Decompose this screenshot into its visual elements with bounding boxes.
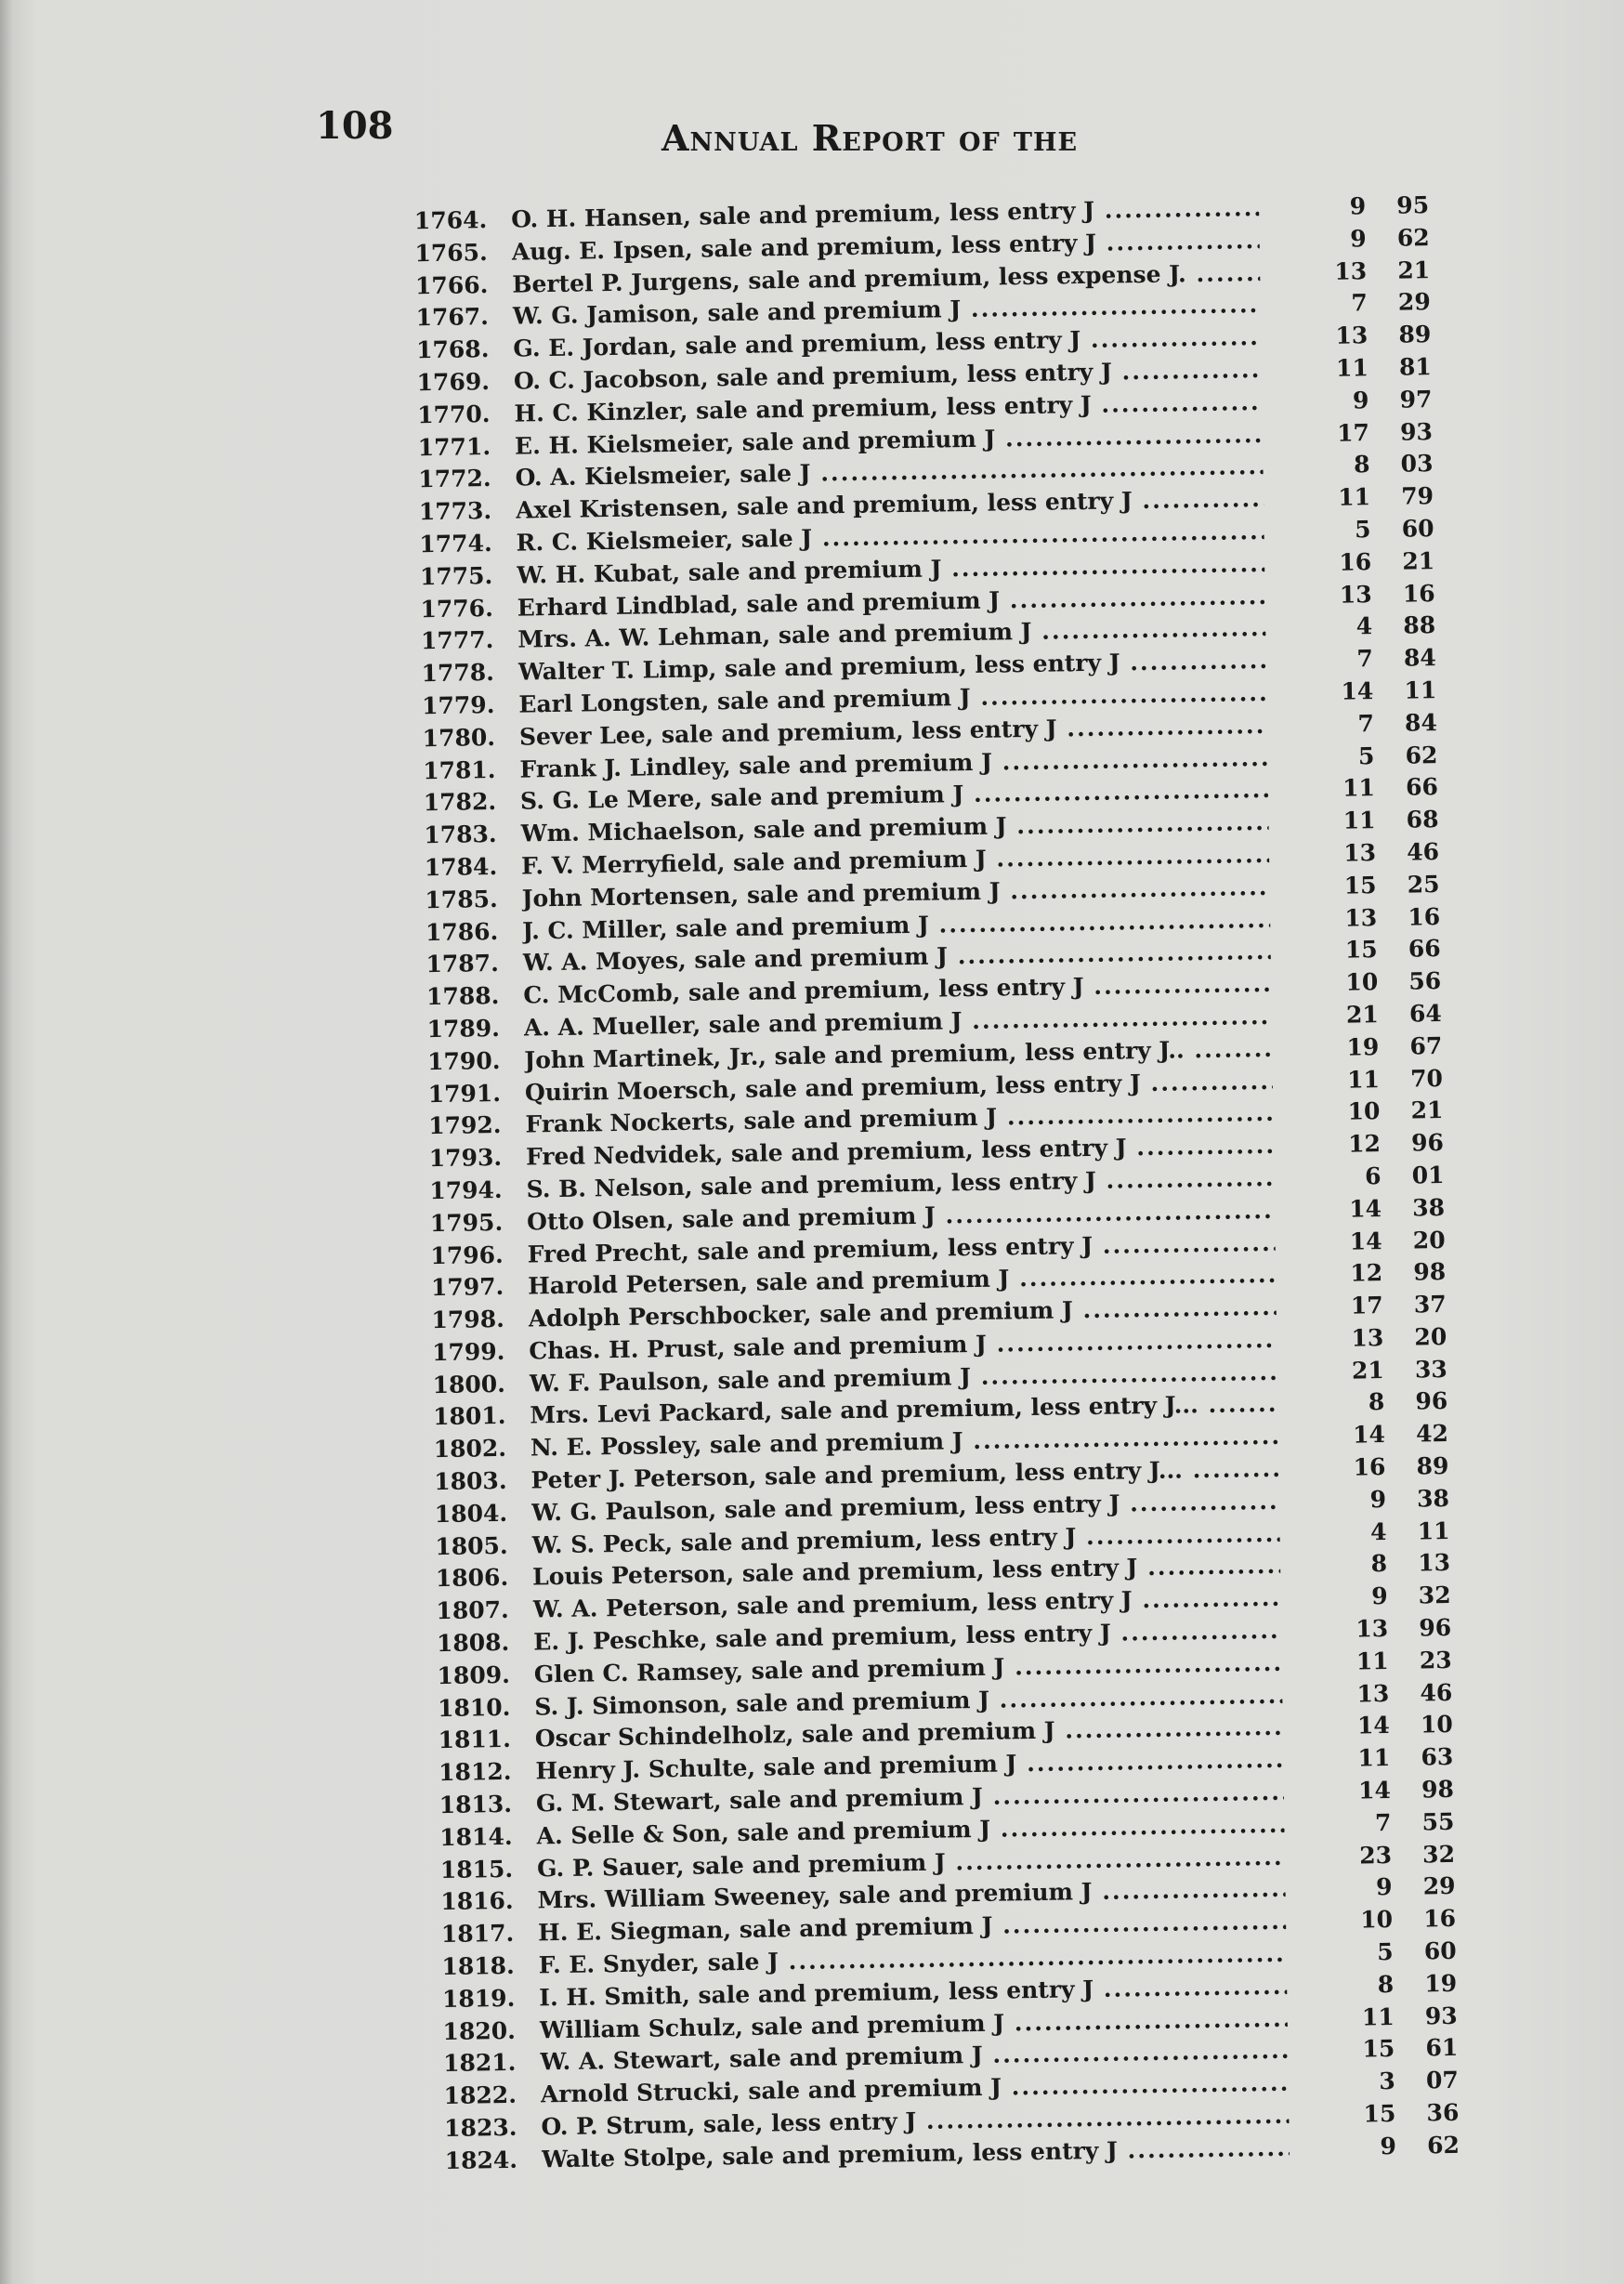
entry-cents: 19 <box>1424 1969 1458 1998</box>
entry-dollars: 3 <box>1379 2067 1396 2095</box>
entry-number: 1808. <box>436 1628 510 1658</box>
entry-cents: 66 <box>1405 773 1439 801</box>
entry-description: O. P. Strum, sale, less entry J ..... <box>541 2102 1289 2141</box>
entry-description: Peter J. Peterson, sale and premium, less entry J... ..... <box>530 1455 1278 1494</box>
entry-number: 1820. <box>442 2016 517 2045</box>
entry-number: 1774. <box>419 529 492 558</box>
entry-description: Axel Kristensen, sale and premium, less entry J ..... <box>516 485 1264 524</box>
entry-dollars: 15 <box>1344 936 1378 964</box>
entry-cents: 03 <box>1400 450 1434 479</box>
entry-cents: 46 <box>1420 1678 1453 1707</box>
entry-number: 1797. <box>430 1273 504 1302</box>
entry-number: 1792. <box>428 1111 502 1140</box>
entry-number: 1786. <box>425 917 499 946</box>
entry-dollars: 7 <box>1357 709 1375 738</box>
entry-cents: 62 <box>1396 223 1430 252</box>
entry-dollars: 11 <box>1342 774 1376 803</box>
entry-dollars: 15 <box>1362 2035 1395 2063</box>
entry-cents: 42 <box>1415 1420 1449 1448</box>
entry-dollars: 11 <box>1357 1744 1391 1772</box>
entry-cents: 66 <box>1408 935 1441 963</box>
entry-dollars: 16 <box>1353 1453 1386 1481</box>
entry-cents: 96 <box>1419 1613 1452 1642</box>
entry-number: 1815. <box>439 1855 514 1884</box>
entry-dollars: 11 <box>1361 2002 1395 2031</box>
entry-dollars: 17 <box>1350 1292 1383 1319</box>
entry-dollars: 7 <box>1356 645 1373 673</box>
entry-dollars: 9 <box>1350 224 1367 253</box>
entry-description: G. E. Jordan, sale and premium, less entry J ..... <box>513 323 1261 362</box>
entry-dollars: 10 <box>1347 1097 1381 1125</box>
entry-description: W. H. Kubat, sale and premium J ..... <box>517 550 1264 589</box>
entry-description: Chas. H. Prust, sale and premium J ..... <box>529 1326 1277 1365</box>
entry-dollars: 13 <box>1339 580 1372 609</box>
entry-cents: 37 <box>1413 1291 1447 1319</box>
entry-number: 1771. <box>417 432 491 461</box>
entry-description: Sever Lee, sale and premium, less entry J ..... <box>519 712 1267 751</box>
entry-description: O. A. Kielsmeier, sale J ..... <box>515 453 1263 492</box>
entry-number: 1803. <box>434 1466 507 1496</box>
entry-number: 1817. <box>440 1920 515 1949</box>
entry-cents: 46 <box>1406 837 1440 866</box>
entry-cents: 23 <box>1419 1646 1452 1674</box>
entry-description: Quirin Moersch, sale and premium, less entry J ..... <box>525 1067 1273 1106</box>
entry-description: W. F. Paulson, sale and premium J ..... <box>530 1359 1277 1398</box>
entry-cents: 21 <box>1402 546 1435 575</box>
entry-cents: 38 <box>1416 1484 1450 1513</box>
entry-cents: 96 <box>1415 1387 1448 1415</box>
entry-dollars: 11 <box>1335 354 1369 382</box>
entry-number: 1784. <box>424 852 498 882</box>
entry-dollars: 6 <box>1364 1162 1382 1190</box>
entry-cents: 67 <box>1409 1031 1443 1060</box>
entry-number: 1800. <box>432 1370 506 1398</box>
entry-description: Fred Nedvidek, sale and premium, less entry J ..... <box>526 1132 1274 1171</box>
entry-cents: 13 <box>1418 1549 1451 1577</box>
entry-description: F. V. Merryfield, sale and premium J ..... <box>521 841 1269 880</box>
entry-cents: 63 <box>1421 1743 1454 1771</box>
entry-number: 1806. <box>435 1564 509 1593</box>
entry-description: Walte Stolpe, sale and premium, less entry J ..... <box>542 2134 1290 2173</box>
entry-description: Glen C. Ramsey, sale and premium J ..... <box>534 1649 1282 1688</box>
entry-description: Adolph Perschbocker, sale and premium J ..... <box>529 1293 1277 1332</box>
entry-cents: 29 <box>1397 288 1431 317</box>
entry-dollars: 13 <box>1334 256 1368 285</box>
entry-dollars: 19 <box>1346 1032 1380 1061</box>
entry-dollars: 8 <box>1353 451 1370 479</box>
entry-description: S. J. Simonson, sale and premium J ..... <box>534 1681 1282 1720</box>
entry-description: Oscar Schindelholz, sale and premium J ..... <box>535 1713 1283 1752</box>
entry-cents: 16 <box>1408 902 1441 931</box>
entry-description: G. P. Sauer, sale and premium J ..... <box>537 1843 1285 1882</box>
entry-description: Erhard Lindblad, sale and premium J ..... <box>517 583 1265 622</box>
entry-cents: 62 <box>1405 741 1438 769</box>
entry-dollars: 14 <box>1349 1194 1382 1223</box>
entry-cents: 60 <box>1423 1936 1457 1965</box>
entry-dollars: 10 <box>1360 1906 1394 1934</box>
entry-dollars: 9 <box>1369 1485 1387 1514</box>
entry-dollars: 7 <box>1374 1808 1392 1837</box>
ledger-entries <box>372 190 1517 2180</box>
entry-number: 1779. <box>421 690 495 720</box>
entry-dollars: 9 <box>1349 192 1367 220</box>
entry-dollars: 15 <box>1343 871 1377 899</box>
running-head: Annual Report of the <box>661 117 1079 159</box>
entry-dollars: 11 <box>1346 1065 1381 1094</box>
entry-description: Aug. E. Ipsen, sale and premium, less entry J ..... <box>512 227 1260 266</box>
entry-cents: 93 <box>1399 417 1434 446</box>
entry-number: 1819. <box>441 1984 516 2013</box>
entry-description: W. A. Peterson, sale and premium, less entry J ..... <box>532 1584 1280 1623</box>
entry-description: John Martinek, Jr., sale and premium, less entry J.. ..... <box>524 1035 1272 1074</box>
entry-description: O. H. Hansen, sale and premium, less entry J ..... <box>511 194 1259 233</box>
entry-number: 1795. <box>429 1208 504 1237</box>
entry-description: William Schulz, sale and premium J ..... <box>540 2004 1288 2043</box>
entry-number: 1798. <box>431 1306 505 1334</box>
entry-description: Mrs. A. W. Lehman, sale and premium J ..... <box>517 614 1265 653</box>
entry-number: 1821. <box>442 2049 517 2078</box>
entry-cents: 11 <box>1404 676 1437 704</box>
entry-dollars: 4 <box>1369 1517 1387 1545</box>
entry-number: 1823. <box>443 2113 517 2143</box>
entry-description: F. E. Snyder, sale J ..... <box>538 1940 1286 1979</box>
entry-cents: 21 <box>1397 256 1431 284</box>
entry-cents: 84 <box>1404 708 1438 737</box>
entry-dollars: 13 <box>1344 903 1378 932</box>
entry-number: 1775. <box>419 561 493 590</box>
entry-description: E. H. Kielsmeier, sale and premium J ..... <box>515 421 1263 460</box>
entry-cents: 25 <box>1407 870 1440 899</box>
entry-description: Mrs. William Sweeney, sale and premium J ..... <box>537 1875 1285 1914</box>
entry-number: 1783. <box>424 820 497 849</box>
entry-description: N. E. Possley, sale and premium J ..... <box>530 1423 1278 1462</box>
entry-cents: 88 <box>1403 611 1436 639</box>
page-number: 108 <box>316 104 394 148</box>
entry-number: 1773. <box>418 497 492 526</box>
entry-dollars: 8 <box>1377 1970 1395 1999</box>
entry-cents: 70 <box>1409 1064 1444 1093</box>
entry-dollars: 14 <box>1356 1712 1391 1739</box>
entry-dollars: 9 <box>1370 1582 1388 1610</box>
entry-cents: 89 <box>1416 1452 1449 1480</box>
entry-description: John Mortensen, sale and premium J ..... <box>521 873 1269 912</box>
entry-dollars: 5 <box>1357 742 1375 769</box>
entry-number: 1807. <box>436 1596 509 1625</box>
entry-dollars: 15 <box>1363 2099 1396 2128</box>
entry-number: 1804. <box>434 1499 508 1528</box>
entry-dollars: 7 <box>1351 289 1368 317</box>
entry-dollars: 21 <box>1351 1356 1384 1385</box>
entry-number: 1768. <box>415 335 490 364</box>
entry-dollars: 17 <box>1336 418 1370 447</box>
entry-dollars: 13 <box>1343 839 1377 867</box>
entry-cents: 36 <box>1426 2098 1460 2127</box>
entry-number: 1794. <box>429 1175 503 1205</box>
entry-number: 1814. <box>439 1822 513 1851</box>
entry-cents: 38 <box>1412 1193 1446 1222</box>
entry-dollars: 13 <box>1351 1323 1384 1352</box>
entry-dollars: 12 <box>1350 1259 1383 1287</box>
entry-description: J. C. Miller, sale and premium J ..... <box>522 905 1270 944</box>
entry-cents: 96 <box>1410 1129 1445 1157</box>
entry-number: 1765. <box>414 238 488 268</box>
entry-cents: 68 <box>1406 806 1439 834</box>
entry-number: 1801. <box>432 1402 506 1431</box>
entry-dollars: 21 <box>1345 1001 1379 1029</box>
entry-cents: 64 <box>1408 999 1442 1028</box>
entry-cents: 95 <box>1396 191 1430 219</box>
entry-description: I. H. Smith, sale and premium, less entry J ..... <box>539 1973 1287 2012</box>
entry-dollars: 14 <box>1341 677 1374 705</box>
entry-number: 1791. <box>427 1079 502 1108</box>
entry-description: A. Selle & Son, sale and premium J ..... <box>536 1811 1284 1850</box>
entry-description: O. C. Jacobson, sale and premium, less entry J ..... <box>514 356 1262 395</box>
entry-number: 1767. <box>415 303 490 332</box>
entry-cents: 89 <box>1398 321 1432 348</box>
entry-number: 1810. <box>437 1693 511 1722</box>
entry-number: 1796. <box>430 1240 504 1269</box>
entry-description: W. A. Moyes, sale and premium J ..... <box>523 938 1271 977</box>
entry-dollars: 5 <box>1376 1937 1394 1966</box>
entry-dollars: 11 <box>1337 483 1371 511</box>
entry-cents: 21 <box>1410 1096 1444 1124</box>
entry-dollars: 9 <box>1380 2132 1397 2160</box>
entry-cents: 20 <box>1414 1322 1447 1351</box>
entry-description: Otto Olsen, sale and premium J ..... <box>527 1197 1275 1236</box>
entry-number: 1813. <box>439 1790 513 1819</box>
entry-description: G. M. Stewart, sale and premium J ..... <box>536 1779 1284 1818</box>
entry-description: Walter T. Limp, sale and premium, less entry J ..... <box>518 647 1266 686</box>
entry-number: 1772. <box>418 465 491 493</box>
entry-cents: 16 <box>1402 579 1435 608</box>
entry-dollars: 12 <box>1347 1130 1382 1158</box>
entry-cents: 61 <box>1425 2034 1459 2062</box>
entry-dollars: 10 <box>1345 968 1379 996</box>
entry-description: Louis Peterson, sale and premium, less entry J ..... <box>532 1552 1280 1591</box>
entry-number: 1802. <box>433 1435 507 1464</box>
entry-dollars: 11 <box>1342 807 1376 834</box>
entry-cents: 56 <box>1408 967 1442 995</box>
entry-cents: 84 <box>1403 644 1436 672</box>
entry-number: 1764. <box>413 206 488 235</box>
entry-dollars: 14 <box>1352 1421 1386 1449</box>
entry-description: Earl Longsten, sale and premium J ..... <box>518 679 1266 718</box>
entry-description: Mrs. Levi Packard, sale and premium, less entry J... ..... <box>530 1390 1277 1429</box>
entry-number: 1778. <box>421 659 495 688</box>
entry-cents: 11 <box>1417 1516 1450 1545</box>
entry-dollars: 8 <box>1368 1388 1385 1416</box>
entry-cents: 32 <box>1418 1582 1451 1609</box>
entry-cents: 10 <box>1420 1711 1454 1739</box>
entry-dollars: 23 <box>1358 1841 1393 1870</box>
entry-cents: 20 <box>1412 1226 1446 1254</box>
entry-number: 1787. <box>426 950 500 978</box>
entry-number: 1770. <box>416 400 491 429</box>
entry-description: Harold Petersen, sale and premium J ..... <box>528 1261 1276 1300</box>
entry-number: 1822. <box>443 2081 517 2110</box>
entry-description: S. B. Nelson, sale and premium, less entry J ..... <box>526 1164 1274 1203</box>
entry-description: E. J. Peschke, sale and premium, less entry J ..... <box>533 1617 1281 1656</box>
entry-cents: 98 <box>1421 1775 1455 1804</box>
entry-number: 1793. <box>428 1144 503 1173</box>
entry-description: S. G. Le Mere, sale and premium J ..... <box>520 776 1268 815</box>
entry-description: R. C. Kielsmeier, sale J ..... <box>516 518 1264 557</box>
entry-description: Frank Nockerts, sale and premium J ..... <box>525 1099 1273 1138</box>
entry-dollars: 13 <box>1335 322 1369 349</box>
entry-cents: 79 <box>1400 482 1434 510</box>
entry-cents: 33 <box>1414 1355 1447 1384</box>
entry-dollars: 8 <box>1370 1550 1388 1578</box>
entry-description: C. McComb, sale and premium, less entry J ..... <box>523 970 1271 1009</box>
entry-description: H. E. Siegman, sale and premium J ..... <box>538 1908 1286 1947</box>
entry-dollars: 11 <box>1356 1647 1389 1675</box>
entry-cents: 55 <box>1421 1807 1455 1836</box>
entry-number: 1809. <box>437 1660 511 1689</box>
entry-dollars: 14 <box>1349 1227 1382 1255</box>
entry-number: 1790. <box>426 1046 501 1075</box>
entry-description: Fred Precht, sale and premium, less entry J ..... <box>527 1228 1275 1267</box>
entry-cents: 29 <box>1422 1872 1456 1900</box>
entry-number: 1824. <box>444 2146 518 2174</box>
entry-number: 1789. <box>426 1014 501 1044</box>
entry-description: A. A. Mueller, sale and premium J ..... <box>524 1003 1272 1042</box>
entry-number: 1805. <box>435 1531 508 1560</box>
entry-dollars: 5 <box>1354 516 1371 544</box>
entry-cents: 32 <box>1421 1840 1456 1869</box>
entry-number: 1777. <box>420 626 494 655</box>
entry-cents: 07 <box>1425 2067 1460 2094</box>
entry-description: Henry J. Schulte, sale and premium J ..... <box>535 1746 1283 1785</box>
entry-description: W. G. Paulson, sale and premium, less entry J ..... <box>531 1488 1279 1527</box>
entry-dollars: 4 <box>1356 612 1373 640</box>
entry-number: 1799. <box>431 1337 505 1367</box>
entry-number: 1811. <box>438 1726 512 1754</box>
entry-cents: 98 <box>1413 1258 1447 1286</box>
entry-cents: 93 <box>1424 2002 1458 2030</box>
entry-number: 1782. <box>423 788 497 817</box>
entry-dollars: 9 <box>1352 386 1369 414</box>
entry-number: 1788. <box>426 982 500 1011</box>
entry-description: W. A. Stewart, sale and premium J ..... <box>540 2037 1288 2076</box>
entry-cents: 97 <box>1399 385 1433 413</box>
entry-description: W. G. Jamison, sale and premium J ..... <box>513 291 1261 330</box>
entry-cents: 81 <box>1398 353 1433 381</box>
entry-number: 1769. <box>416 368 491 397</box>
entry-number: 1781. <box>422 755 496 784</box>
entry-cents: 16 <box>1423 1905 1457 1933</box>
entry-number: 1776. <box>420 594 493 623</box>
entry-cents: 62 <box>1426 2131 1460 2159</box>
entry-dollars: 13 <box>1356 1679 1390 1708</box>
entry-description: H. C. Kinzler, sale and premium, less entry J ..... <box>514 388 1262 427</box>
entry-number: 1812. <box>438 1758 512 1787</box>
entry-description: Bertel P. Jurgens, sale and premium, less expense J. ..... <box>512 259 1260 298</box>
entry-description: Wm. Michaelson, sale and premium J ..... <box>520 808 1268 847</box>
entry-cents: 01 <box>1411 1161 1445 1189</box>
entry-number: 1780. <box>422 723 496 752</box>
entry-number: 1818. <box>441 1951 515 1981</box>
entry-number: 1785. <box>425 885 498 913</box>
entry-description: W. S. Peck, sale and premium, less entry J ..... <box>531 1519 1279 1558</box>
entry-description: Frank J. Lindley, sale and premium J ..... <box>519 743 1267 782</box>
entry-description: Arnold Strucki, sale and premium J ..... <box>541 2069 1289 2108</box>
entry-dollars: 9 <box>1375 1873 1393 1901</box>
entry-number: 1816. <box>440 1887 514 1916</box>
entry-dollars: 14 <box>1357 1777 1392 1805</box>
entry-number: 1766. <box>414 270 489 299</box>
entry-dollars: 16 <box>1339 547 1372 576</box>
entry-dollars: 13 <box>1356 1615 1389 1643</box>
entry-cents: 60 <box>1401 515 1434 543</box>
